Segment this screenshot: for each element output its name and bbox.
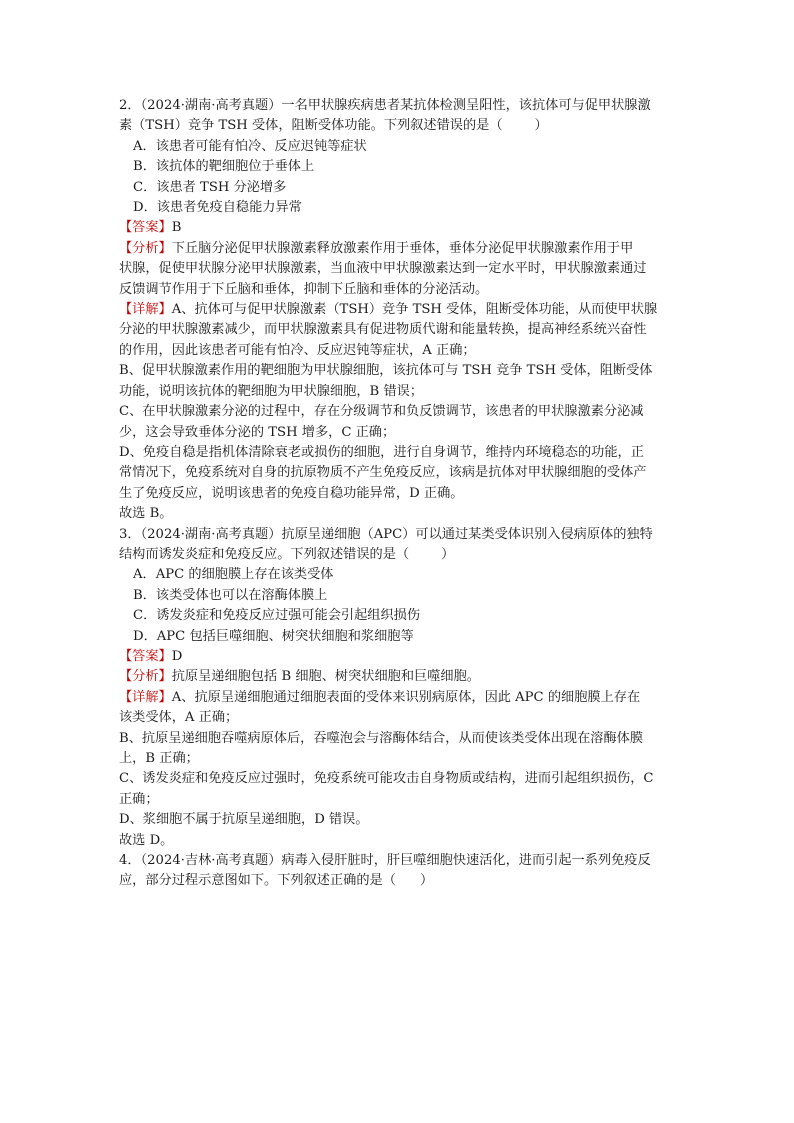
question-2-detail-line-9: 常情况下，免疫系统对自身的抗原物质不产生免疫反应，该病是抗体对甲状腺细胞的受体产 <box>119 465 647 481</box>
question-2-detail-line-3: 的作用，因此该患者可能有怕冷、反应迟钝等症状，A 正确； <box>119 342 476 358</box>
question-2-analysis-line-3: 反馈调节作用于下丘脑和垂体，抑制下丘脑和垂体的分泌活动。 <box>119 281 489 297</box>
question-2-detail-line-6: C、在甲状腺激素分泌的过程中，存在分级调节和负反馈调节，该患者的甲状腺激素分泌减 <box>119 404 644 420</box>
question-4-stem-line-2: 应，部分过程示意图如下。下列叙述正确的是（ ） <box>119 873 434 889</box>
question-2 <box>119 96 679 525</box>
question-2-analysis-line-1: 【分析】下丘脑分泌促甲状腺激素释放激素作用于垂体，垂体分泌促甲状腺激素作用于甲 <box>119 240 634 256</box>
question-2-detail-line-10: 生了免疫反应，说明该患者的免疫自稳功能异常，D 正确。 <box>119 485 464 501</box>
question-2-analysis-line-2: 状腺，促使甲状腺分泌甲状腺激素，当血液中甲状腺激素达到一定水平时，甲状腺激素通过 <box>119 261 647 277</box>
question-3-stem-line-1: 3．（2024·湖南·高考真题）抗原呈递细胞（APC）可以通过某类受体识别入侵病原体的独特 <box>119 526 653 542</box>
question-3-option-a: A．APC 的细胞膜上存在该类受体 <box>133 567 334 583</box>
question-2-stem-line-1: 2．（2024·湖南·高考真题）一名甲状腺疾病患者某抗体检测呈阳性，该抗体可与促甲状腺激 <box>119 98 651 113</box>
question-2-option-b: B．该抗体的靶细胞位于垂体上 <box>133 159 315 175</box>
analysis-tag: 【分析】 <box>119 669 172 685</box>
question-3-detail-line-7: D、浆细胞不属于抗原呈递细胞，D 错误。 <box>119 812 369 828</box>
question-2-detail-line-2: 分泌的甲状腺激素减少，而甲状腺激素具有促进物质代谢和能量转换，提高神经系统兴奋性 <box>119 322 647 338</box>
question-2-detail-line-1: 【详解】A、抗体可与促甲状腺激素（TSH）竞争 TSH 受体，阻断受体功能，从而使甲状腺 <box>119 302 658 318</box>
question-4-stem-line-1: 4．（2024·吉林·高考真题）病毒入侵肝脏时，肝巨噬细胞快速活化，进而引起一系列免疫反 <box>119 853 651 869</box>
document-page <box>119 96 679 892</box>
question-3-conclusion: 故选 D。 <box>119 832 174 848</box>
question-2-option-c: C．该患者 TSH 分泌增多 <box>133 179 287 195</box>
question-2-answer: 【答案】B <box>119 220 182 236</box>
detail-tag: 【详解】 <box>119 302 172 318</box>
question-2-stem-line-2: 素（TSH）竞争 TSH 受体，阻断受体功能。下列叙述错误的是（ ） <box>119 118 548 134</box>
question-2-detail-line-8: D、免疫自稳是指机体清除衰老或损伤的细胞，进行自身调节，维持内环境稳态的功能，正 <box>119 444 644 460</box>
question-3-stem-line-2: 结构而诱发炎症和免疫反应。下列叙述错误的是（ ） <box>119 546 455 562</box>
question-3-detail-line-5: C、诱发炎症和免疫反应过强时，免疫系统可能攻击自身物质或结构，进而引起组织损伤，C <box>119 771 654 787</box>
question-3-option-c: C．诱发炎症和免疫反应过强可能会引起组织损伤 <box>133 608 421 624</box>
question-2-option-d: D．该患者免疫自稳能力异常 <box>133 200 302 216</box>
question-2-detail-line-5: 功能，说明该抗体的靶细胞为甲状腺细胞，B 错误； <box>119 383 424 399</box>
detail-tag: 【详解】 <box>119 689 172 705</box>
question-2-conclusion: 故选 B。 <box>119 506 173 522</box>
question-2-detail-line-4: B、促甲状腺激素作用的靶细胞为甲状腺细胞，该抗体可与 TSH 竞争 TSH 受体，阻断受体 <box>119 363 653 379</box>
question-3-option-d: D．APC 包括巨噬细胞、树突状细胞和浆细胞等 <box>133 628 414 644</box>
question-3-detail-line-6: 正确； <box>119 791 159 807</box>
question-4 <box>119 851 679 892</box>
answer-tag: 【答案】 <box>119 220 172 236</box>
question-3-detail-line-1: 【详解】A、抗原呈递细胞通过细胞表面的受体来识别病原体，因此 APC 的细胞膜上存在 <box>119 689 641 705</box>
answer-tag: 【答案】 <box>119 648 172 664</box>
question-3-detail-line-3: B、抗原呈递细胞吞噬病原体后，吞噬泡会与溶酶体结合，从而使该类受体出现在溶酶体膜 <box>119 730 643 746</box>
question-3 <box>119 525 679 852</box>
question-3-analysis-line-1: 【分析】抗原呈递细胞包括 B 细胞、树突状细胞和巨噬细胞。 <box>119 669 480 685</box>
question-2-detail-line-7: 少，这会导致垂体分泌的 TSH 增多，C 正确； <box>119 424 396 440</box>
question-3-answer: 【答案】D <box>119 648 183 664</box>
question-3-detail-line-2: 该类受体，A 正确； <box>119 710 239 726</box>
question-2-option-a: A．该患者可能有怕冷、反应迟钝等症状 <box>133 138 367 154</box>
analysis-tag: 【分析】 <box>119 240 172 256</box>
question-3-detail-line-4: 上，B 正确； <box>119 751 199 766</box>
question-3-option-b: B．该类受体也可以在溶酶体膜上 <box>133 587 328 603</box>
